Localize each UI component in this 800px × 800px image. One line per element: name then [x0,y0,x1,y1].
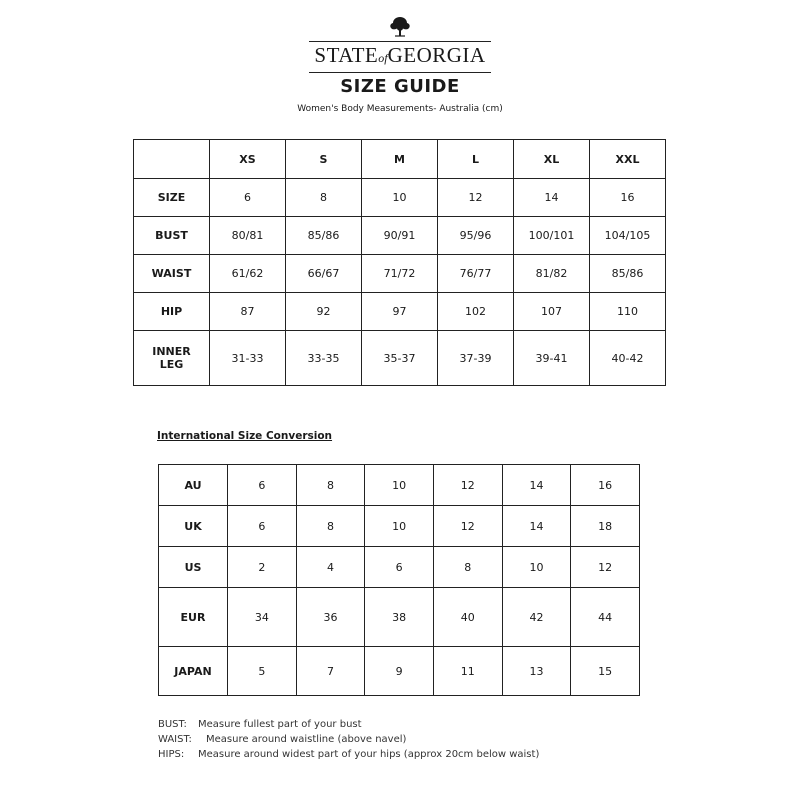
row-label: WAIST [134,255,210,293]
row-label-line: LEG [159,358,184,371]
table-cell: 2 [228,547,297,588]
table-cell: 14 [514,179,590,217]
table-cell: 71/72 [362,255,438,293]
table-cell: 110 [590,293,666,331]
table-cell: 80/81 [210,217,286,255]
note-text: Measure around widest part of your hips (approx 20cm below waist) [198,749,540,760]
table-cell: 6 [365,547,434,588]
row-label-line: INNER [152,345,191,358]
table-cell: 38 [365,588,434,647]
table-row [159,465,640,506]
brand-logo [0,14,800,73]
table-cell: 9 [365,647,434,696]
column-header: XXL [590,140,666,179]
table-cell: 44 [571,588,640,647]
row-label: US [159,547,228,588]
table-cell: 87 [210,293,286,331]
column-header: S [286,140,362,179]
table-cell: 90/91 [362,217,438,255]
table-cell: 14 [502,506,571,547]
logo-bottom-rule [309,72,491,73]
table-cell: 8 [296,506,365,547]
table-cell: 6 [210,179,286,217]
brand-name-of: of [378,51,388,65]
table-cell: 97 [362,293,438,331]
table-cell: 66/67 [286,255,362,293]
table-cell: 16 [590,179,666,217]
row-label: BUST [134,217,210,255]
note-bust [158,717,539,732]
conversion-heading: International Size Conversion [157,430,333,442]
note-key: WAIST: [158,734,192,745]
table-cell: 92 [286,293,362,331]
table-cell: 39-41 [514,331,590,386]
table-cell: 12 [433,465,502,506]
table-cell: 12 [433,506,502,547]
note-waist [158,732,539,747]
table-row [134,179,666,217]
row-label: JAPAN [159,647,228,696]
table-cell: 36 [296,588,365,647]
table-cell: 6 [228,465,297,506]
brand-name: STATEofGEORGIA [314,43,486,67]
table-cell: 13 [502,647,571,696]
note-text: Measure fullest part of your bust [198,719,362,730]
table-cell: 95/96 [438,217,514,255]
table-cell: 8 [296,465,365,506]
table-cell: 15 [571,647,640,696]
table-row [134,293,666,331]
table-cell: 5 [228,647,297,696]
table-cell: 6 [228,506,297,547]
page-subtitle: Women's Body Measurements- Australia (cm) [297,104,503,114]
table-cell: 37-39 [438,331,514,386]
table-cell: 81/82 [514,255,590,293]
row-label: HIP [134,293,210,331]
table-row [159,547,640,588]
table-cell: 18 [571,506,640,547]
table-cell: 85/86 [286,217,362,255]
table-cell: 107 [514,293,590,331]
row-label: AU [159,465,228,506]
table-cell: 14 [502,465,571,506]
size-measurements-table [133,139,666,386]
note-text: Measure around waistline (above navel) [206,734,407,745]
table-row [159,588,640,647]
measurement-notes [158,717,539,762]
table-cell: 100/101 [514,217,590,255]
size-conversion-table [158,464,640,696]
table-cell: 10 [365,465,434,506]
table-cell: 10 [362,179,438,217]
table-row [134,255,666,293]
table-row [159,506,640,547]
table-cell: 76/77 [438,255,514,293]
table-cell: 10 [365,506,434,547]
column-header: L [438,140,514,179]
tree-icon [387,14,413,40]
column-header: M [362,140,438,179]
row-label: EUR [159,588,228,647]
note-hips [158,747,539,762]
corner-cell [134,140,210,179]
table-cell: 31-33 [210,331,286,386]
table-cell: 16 [571,465,640,506]
table-cell: 40 [433,588,502,647]
table-row [134,217,666,255]
table-cell: 85/86 [590,255,666,293]
table-cell: 42 [502,588,571,647]
table-cell: 104/105 [590,217,666,255]
table-cell: 11 [433,647,502,696]
table-cell: 10 [502,547,571,588]
table-cell: 12 [438,179,514,217]
table-cell: 40-42 [590,331,666,386]
table-header-row [134,140,666,179]
table-cell: 4 [296,547,365,588]
note-key: HIPS: [158,749,185,760]
table-cell: 34 [228,588,297,647]
table-cell: 35-37 [362,331,438,386]
note-key: BUST: [158,719,187,730]
row-label: UK [159,506,228,547]
table-cell: 12 [571,547,640,588]
table-row [159,647,640,696]
row-label: SIZE [134,179,210,217]
column-header: XS [210,140,286,179]
table-cell: 8 [286,179,362,217]
table-cell: 33-35 [286,331,362,386]
table-cell: 8 [433,547,502,588]
table-row [134,331,666,386]
table-cell: 61/62 [210,255,286,293]
table-cell: 102 [438,293,514,331]
column-header: XL [514,140,590,179]
table-cell: 7 [296,647,365,696]
page-title: SIZE GUIDE [340,76,460,97]
row-label [134,331,210,386]
